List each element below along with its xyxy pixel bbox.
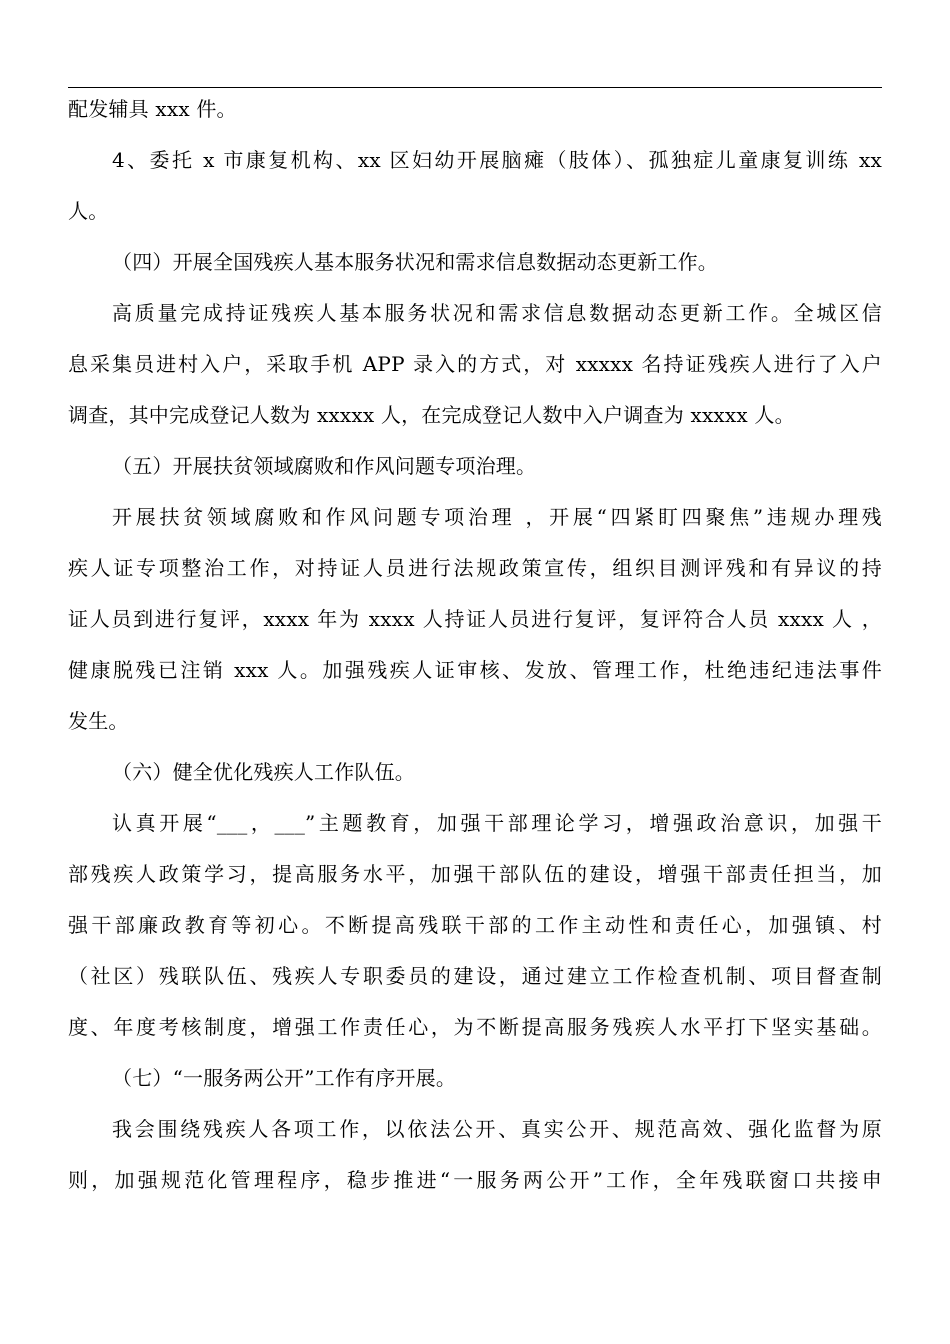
text-line: 疾人证专项整治工作，对持证人员进行法规政策宣传，组织目测评残和有异议的持	[68, 556, 882, 580]
text-line: 强干部廉政教育等初心。不断提高残联干部的工作主动性和责任心，加强镇、村	[68, 913, 882, 937]
text-line: 部残疾人政策学习，提高服务水平，加强干部队伍的建设，增强干部责任担当，加	[68, 862, 882, 886]
text-line: 4、委托 x 市康复机构、xx 区妇幼开展脑瘫（肢体）、孤独症儿童康复训练 xx	[112, 148, 882, 172]
text-line: 发生。	[68, 709, 129, 733]
text-line: （社区）残联队伍、残疾人专职委员的建设，通过建立工作检查机制、项目督查制	[68, 964, 882, 988]
text-line: 我会围绕残疾人各项工作，以依法公开、真实公开、规范高效、强化监督为原	[112, 1117, 882, 1141]
text-line: 息采集员进村入户，采取手机 APP 录入的方式，对 xxxxx 名持证残疾人进行了入户	[68, 352, 882, 376]
section-heading: （四）开展全国残疾人基本服务状况和需求信息数据动态更新工作。	[112, 250, 718, 274]
text-line: 人。	[68, 199, 109, 223]
text-line: 开展扶贫领域腐败和作风问题专项治理 ，开展“四紧盯四聚焦”违规办理残	[112, 505, 882, 529]
section-heading: （七）“一服务两公开”工作有序开展。	[112, 1066, 457, 1090]
text-line: 证人员到进行复评，xxxx 年为 xxxx 人持证人员进行复评，复评符合人员 xxxx 人 ，	[68, 607, 882, 631]
text-line: 则，加强规范化管理程序，稳步推进“一服务两公开”工作，全年残联窗口共接申	[68, 1168, 882, 1192]
text-line: 高质量完成持证残疾人基本服务状况和需求信息数据动态更新工作。全城区信	[112, 301, 882, 325]
text-line: 认真开展“___，___”主题教育，加强干部理论学习，增强政治意识，加强干	[112, 811, 882, 835]
text-line: 配发辅具 xxx 件。	[68, 97, 237, 121]
text-line: 健康脱残已注销 xxx 人。加强残疾人证审核、发放、管理工作，杜绝违纪违法事件	[68, 658, 882, 682]
text-line: 调查，其中完成登记人数为 xxxxx 人，在完成登记人数中入户调查为 xxxxx 人。	[68, 403, 795, 427]
text-line: 度、年度考核制度，增强工作责任心，为不断提高服务残疾人水平打下坚实基础。	[68, 1015, 882, 1039]
section-heading: （五）开展扶贫领域腐败和作风问题专项治理。	[112, 454, 537, 478]
section-heading: （六）健全优化残疾人工作队伍。	[112, 760, 415, 784]
document-body	[68, 88, 882, 1210]
